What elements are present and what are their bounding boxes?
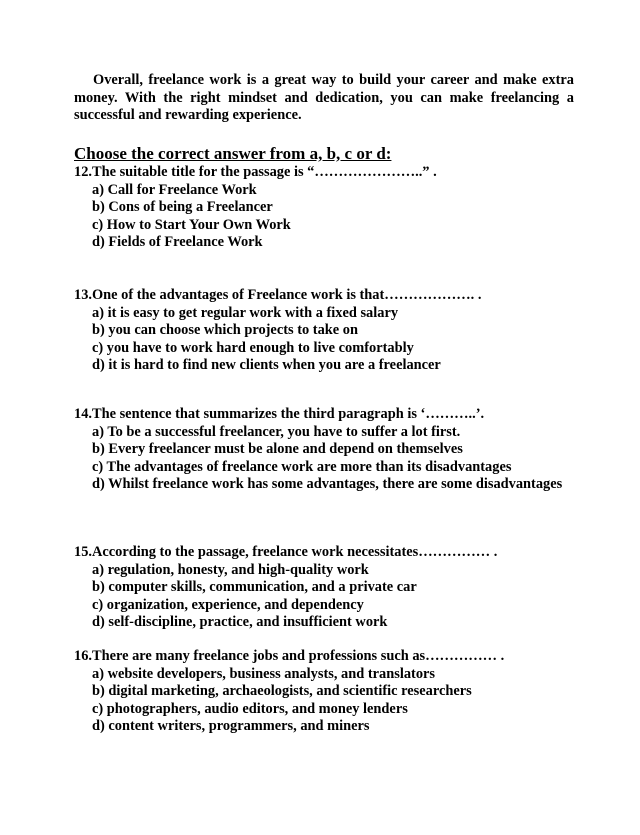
question-stem: 14.The sentence that summarizes the third paragraph is ‘………..’. <box>74 406 485 422</box>
options-list <box>92 305 574 375</box>
question-stem: 12.The suitable title for the passage is “…………………..” . <box>74 164 437 180</box>
option-b: b) you can choose which projects to take on <box>92 322 358 338</box>
option-c: c) organization, experience, and dependency <box>92 596 364 613</box>
question-15 <box>74 544 574 632</box>
option-c: c) The advantages of freelance work are more than its disadvantages <box>92 458 512 475</box>
options-list <box>92 562 574 632</box>
question-stem: 13.One of the advantages of Freelance work is that………………. . <box>74 287 482 303</box>
question-stem: 15.According to the passage, freelance work necessitates…………… . <box>74 544 498 560</box>
options-list <box>92 666 574 736</box>
question-13 <box>74 287 574 375</box>
options-list <box>92 182 574 252</box>
option-a: a) it is easy to get regular work with a fixed salary <box>92 304 399 321</box>
option-b: b) Every freelancer must be alone and depend on themselves <box>92 441 463 457</box>
intro-paragraph: Overall, freelance work is a great way to build your career and make extra money. With the right mindset and dedication, you can make freelancing a successful and rewarding experience. <box>74 72 574 123</box>
question-12 <box>74 164 574 252</box>
option-a: a) regulation, honesty, and high-quality work <box>92 561 369 578</box>
option-d: d) content writers, programmers, and miners <box>92 718 370 734</box>
option-d: d) it is hard to find new clients when you are a freelancer <box>92 357 441 373</box>
option-b: b) digital marketing, archaeologists, and scientific researchers <box>92 683 472 699</box>
question-stem: 16.There are many freelance jobs and professions such as…………… . <box>74 648 505 664</box>
question-16 <box>74 648 574 736</box>
option-c: c) you have to work hard enough to live comfortably <box>92 339 414 356</box>
option-a: a) Call for Freelance Work <box>92 181 257 198</box>
option-b: b) Cons of being a Freelancer <box>92 199 273 215</box>
option-d: d) self-discipline, practice, and insufficient work <box>92 614 388 630</box>
option-c: c) photographers, audio editors, and money lenders <box>92 700 408 717</box>
option-c: c) How to Start Your Own Work <box>92 216 291 233</box>
section-heading: Choose the correct answer from a, b, c or d: <box>74 144 392 163</box>
option-b: b) computer skills, communication, and a private car <box>92 579 417 595</box>
option-a: a) website developers, business analysts, and translators <box>92 665 436 682</box>
options-list <box>92 424 574 494</box>
option-a: a) To be a successful freelancer, you have to suffer a lot first. <box>92 423 461 440</box>
question-14 <box>74 406 574 494</box>
option-d: d) Fields of Freelance Work <box>92 234 263 250</box>
option-d: d) Whilst freelance work has some advantages, there are some disadvantages <box>92 476 563 492</box>
